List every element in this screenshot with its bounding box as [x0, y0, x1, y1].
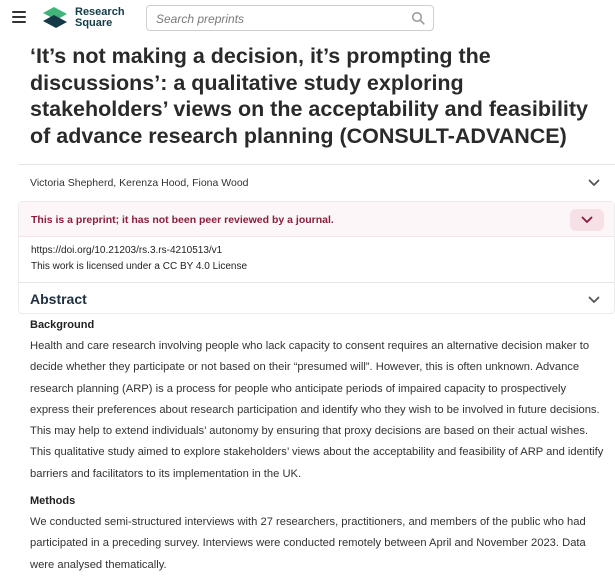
preprint-info-box — [18, 201, 615, 314]
background-heading: Background — [30, 319, 95, 331]
search-icon[interactable] — [411, 11, 425, 25]
article-title: ‘It’s not making a decision, it’s prompting the discussions’: a qualitative study exploring stakeholders’ views on the acceptability and feasibility of advance research planning (CONSULT-ADVANCE) — [30, 44, 589, 148]
license-text: This work is licensed under a CC BY 4.0 License — [31, 261, 248, 272]
search-input[interactable] — [156, 10, 406, 28]
preprint-notice-toggle[interactable] — [570, 209, 604, 231]
chevron-down-icon[interactable] — [588, 296, 600, 304]
abstract-divider — [18, 282, 615, 283]
background-text: Health and care research involving people who lack capacity to consent requires an alternative decision maker to decide whether they participate or not based on their “presumed will”. However, this is often unknown. Advance research planning (ARP) is a process for people who anticipate periods of impaired capacity to prospectively express their preferences about research participation and identify who they wish to be involved in future decisions. This may help to extend individuals’ autonomy by ensuring that proxy decisions are based on their actual wishes. This qualitative study aimed to explore stakeholders’ views about the acceptability and feasibility of ARP and identify barriers and facilitators to its implementation in the UK. — [30, 340, 604, 480]
research-square-logo[interactable] — [41, 5, 125, 31]
abstract-heading[interactable]: Abstract — [30, 291, 87, 307]
preprint-notice: This is a preprint; it has not been peer reviewed by a journal. — [31, 214, 334, 226]
logo-mark-icon — [41, 5, 69, 31]
doi-link[interactable]: https://doi.org/10.21203/rs.3.rs-4210513/v1 — [31, 245, 223, 256]
methods-text: We conducted semi-structured interviews with 27 researchers, practitioners, and members of the public who had participated in a preceding survey. Interviews were conducted remotely between April and November 2023. Data were analysed thematically. — [30, 516, 586, 571]
chevron-down-icon[interactable] — [588, 179, 600, 187]
preprint-notice-bar — [19, 202, 614, 237]
logo-text — [75, 7, 125, 29]
top-bar — [0, 0, 615, 37]
hamburger-menu-icon[interactable] — [12, 11, 26, 23]
title-divider — [18, 164, 615, 165]
methods-heading: Methods — [30, 495, 76, 507]
logo-line-1: Research — [75, 6, 125, 18]
search-box — [146, 5, 434, 31]
chevron-down-icon — [581, 216, 593, 224]
logo-line-2: Square — [75, 17, 113, 29]
author-list[interactable]: Victoria Shepherd, Kerenza Hood, Fiona Wood — [30, 177, 249, 189]
